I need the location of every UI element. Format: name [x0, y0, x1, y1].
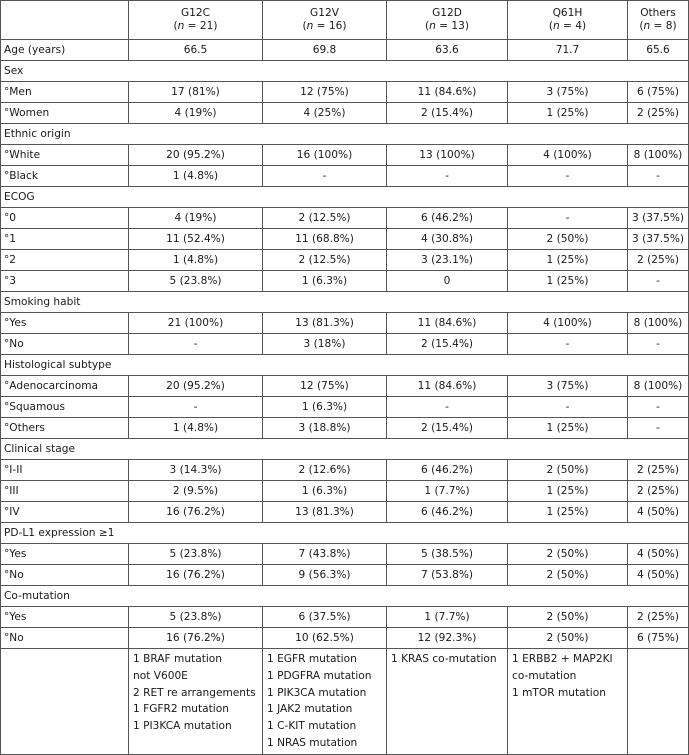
table-cell: 4 (30.8%)	[387, 229, 508, 250]
section-row	[1, 292, 689, 313]
table-cell: 12 (92.3%)	[387, 628, 508, 649]
table-cell: 1 (25%)	[508, 502, 628, 523]
table-cell: 16 (76.2%)	[129, 502, 263, 523]
table-cell: 11 (68.8%)	[263, 229, 387, 250]
table-cell: 3 (14.3%)	[129, 460, 263, 481]
header-row	[1, 1, 689, 40]
table-cell: 1 (4.8%)	[129, 250, 263, 271]
table-cell: -	[628, 166, 689, 187]
table-cell: 2 (50%)	[508, 607, 628, 628]
table-cell: 11 (52.4%)	[129, 229, 263, 250]
table-cell: 20 (95.2%)	[129, 145, 263, 166]
table-cell: 4 (19%)	[129, 208, 263, 229]
table-cell: -	[387, 397, 508, 418]
table-cell: 66.5	[129, 40, 263, 61]
co-mutation-detail-line: 1 KRAS co-mutation	[391, 653, 497, 665]
co-mutation-detail-line: 1 BRAF mutation	[133, 653, 222, 665]
table-cell: 71.7	[508, 40, 628, 61]
co-mutation-detail-line: not V600E	[133, 669, 188, 682]
table-cell: 1 (25%)	[508, 271, 628, 292]
table-row	[1, 166, 689, 187]
co-mutation-details-cell	[263, 649, 387, 755]
table-cell: 12 (75%)	[263, 82, 387, 103]
co-mutation-details-cell	[1, 649, 129, 755]
column-name: G12D	[432, 7, 462, 19]
table-cell: 1 (4.8%)	[129, 418, 263, 439]
table-row	[1, 313, 689, 334]
column-count: (n = 21)	[173, 20, 218, 32]
column-header-g12c	[129, 1, 263, 40]
column-count-value: 16	[328, 20, 343, 32]
table-cell: 2 (25%)	[628, 481, 689, 502]
row-label: °Women	[1, 103, 129, 124]
header-corner-cell	[1, 1, 129, 40]
section-label: Smoking habit	[1, 292, 689, 313]
table-cell: 5 (23.8%)	[129, 607, 263, 628]
table-cell: 7 (43.8%)	[263, 544, 387, 565]
co-mutation-detail-line: 1 PI3KCA mutation	[133, 720, 232, 733]
table-cell: 6 (46.2%)	[387, 502, 508, 523]
table-cell: 2 (25%)	[628, 607, 689, 628]
co-mutation-detail-line: 1 mTOR mutation	[512, 686, 606, 699]
table-row	[1, 229, 689, 250]
co-mutation-detail-line: 1 ERBB2 + MAP2KI	[512, 653, 613, 665]
table-row	[1, 40, 689, 61]
column-name: G12V	[310, 7, 339, 19]
table-row	[1, 250, 689, 271]
table-cell: 2 (50%)	[508, 460, 628, 481]
row-label: °Men	[1, 82, 129, 103]
table-cell: 21 (100%)	[129, 313, 263, 334]
table-cell: 63.6	[387, 40, 508, 61]
table-row	[1, 481, 689, 502]
row-label: °Yes	[1, 313, 129, 334]
co-mutation-details-cell	[387, 649, 508, 755]
table-cell: 69.8	[263, 40, 387, 61]
column-header-g12v	[263, 1, 387, 40]
row-label: °No	[1, 565, 129, 586]
row-label: °Adenocarcinoma	[1, 376, 129, 397]
table-cell: 20 (95.2%)	[129, 376, 263, 397]
table-cell: -	[129, 397, 263, 418]
table-cell: 12 (75%)	[263, 376, 387, 397]
table-cell: 4 (50%)	[628, 502, 689, 523]
table-cell: 4 (100%)	[508, 313, 628, 334]
table-cell: 3 (18.8%)	[263, 418, 387, 439]
table-cell: 1 (6.3%)	[263, 271, 387, 292]
table-cell: 3 (18%)	[263, 334, 387, 355]
table-cell: 6 (46.2%)	[387, 460, 508, 481]
table-cell: 8 (100%)	[628, 313, 689, 334]
row-label: °No	[1, 628, 129, 649]
table-cell: 4 (50%)	[628, 565, 689, 586]
table-cell: 1 (4.8%)	[129, 166, 263, 187]
section-label: Co-mutation	[1, 586, 689, 607]
row-label: °III	[1, 481, 129, 502]
row-label: °IV	[1, 502, 129, 523]
co-mutation-detail-line: 1 C-KIT mutation	[267, 720, 357, 733]
column-count: (n = 4)	[548, 20, 587, 32]
table-cell: 1 (6.3%)	[263, 397, 387, 418]
table-cell: 1 (25%)	[508, 250, 628, 271]
table-cell: 1 (6.3%)	[263, 481, 387, 502]
table-cell: -	[628, 418, 689, 439]
table-cell: 4 (50%)	[628, 544, 689, 565]
table-cell: 4 (100%)	[508, 145, 628, 166]
table-row	[1, 418, 689, 439]
table-row	[1, 460, 689, 481]
row-label: °1	[1, 229, 129, 250]
table-cell: 13 (100%)	[387, 145, 508, 166]
table-cell: 2 (12.6%)	[263, 460, 387, 481]
table-cell: 7 (53.8%)	[387, 565, 508, 586]
section-label: ECOG	[1, 187, 689, 208]
section-row	[1, 355, 689, 376]
table-cell: -	[387, 166, 508, 187]
co-mutation-detail-line: 1 NRAS mutation	[267, 736, 358, 749]
table-cell: 16 (100%)	[263, 145, 387, 166]
table-cell: -	[508, 166, 628, 187]
table-cell: -	[628, 271, 689, 292]
co-mutation-details-cell	[508, 649, 628, 755]
table-cell: 65.6	[628, 40, 689, 61]
table-cell: 2 (50%)	[508, 229, 628, 250]
table-cell: 17 (81%)	[129, 82, 263, 103]
co-mutation-details-cell	[628, 649, 689, 755]
table-header	[1, 1, 689, 40]
table-cell: 5 (23.8%)	[129, 544, 263, 565]
table-cell: 1 (7.7%)	[387, 607, 508, 628]
table-cell: 3 (37.5%)	[628, 229, 689, 250]
table-cell: 8 (100%)	[628, 376, 689, 397]
co-mutation-detail-line: 2 RET re arrangements	[133, 686, 256, 699]
table-cell: -	[628, 334, 689, 355]
table-row	[1, 103, 689, 124]
table-cell: 1 (25%)	[508, 103, 628, 124]
table-cell: 2 (50%)	[508, 565, 628, 586]
table-cell: 5 (38.5%)	[387, 544, 508, 565]
section-label: PD-L1 expression ≥1	[1, 523, 689, 544]
column-header-g12d	[387, 1, 508, 40]
table-cell: 6 (37.5%)	[263, 607, 387, 628]
section-row	[1, 61, 689, 82]
column-header-others	[628, 1, 689, 40]
table-cell: 9 (56.3%)	[263, 565, 387, 586]
table-cell: -	[508, 208, 628, 229]
table-cell: -	[129, 334, 263, 355]
row-label: °Yes	[1, 544, 129, 565]
row-label: Age (years)	[1, 40, 129, 61]
section-row	[1, 439, 689, 460]
table-cell: 4 (25%)	[263, 103, 387, 124]
table-cell: -	[263, 166, 387, 187]
table-row	[1, 397, 689, 418]
co-mutation-detail-line: 1 EGFR mutation	[267, 653, 357, 665]
table-cell: 3 (75%)	[508, 376, 628, 397]
co-mutation-details-cell	[129, 649, 263, 755]
column-name: Others	[640, 7, 676, 19]
section-row	[1, 187, 689, 208]
section-label: Histological subtype	[1, 355, 689, 376]
row-label: °Others	[1, 418, 129, 439]
table-cell: 1 (25%)	[508, 418, 628, 439]
table-cell: 2 (25%)	[628, 103, 689, 124]
section-label: Ethnic origin	[1, 124, 689, 145]
table-cell: 2 (9.5%)	[129, 481, 263, 502]
table-cell: 11 (84.6%)	[387, 376, 508, 397]
table-cell: 3 (23.1%)	[387, 250, 508, 271]
table-cell: 6 (75%)	[628, 628, 689, 649]
table-cell: 2 (50%)	[508, 628, 628, 649]
column-count: (n = 8)	[639, 20, 677, 32]
column-count-value: 4	[575, 20, 583, 32]
table-cell: 11 (84.6%)	[387, 82, 508, 103]
row-label: °Squamous	[1, 397, 129, 418]
row-label: °I-II	[1, 460, 129, 481]
table-cell: 8 (100%)	[628, 145, 689, 166]
table-body	[1, 40, 689, 755]
section-label: Sex	[1, 61, 689, 82]
table-cell: 2 (12.5%)	[263, 208, 387, 229]
table-row	[1, 544, 689, 565]
column-name: G12C	[180, 7, 211, 19]
table-cell: -	[508, 334, 628, 355]
table-row	[1, 271, 689, 292]
column-count-value: 13	[451, 20, 465, 32]
table-cell: 2 (50%)	[508, 544, 628, 565]
row-label: °2	[1, 250, 129, 271]
table-cell: 5 (23.8%)	[129, 271, 263, 292]
row-label: °Yes	[1, 607, 129, 628]
column-count-value: 8	[665, 20, 673, 32]
row-label: °0	[1, 208, 129, 229]
table-cell: 16 (76.2%)	[129, 628, 263, 649]
table-cell: 16 (76.2%)	[129, 565, 263, 586]
table-cell: 6 (75%)	[628, 82, 689, 103]
row-label: °Black	[1, 166, 129, 187]
column-count: (n = 13)	[424, 20, 470, 32]
table-cell: 2 (25%)	[628, 250, 689, 271]
table-cell: -	[628, 397, 689, 418]
table-cell: 6 (46.2%)	[387, 208, 508, 229]
table-row	[1, 82, 689, 103]
table-row	[1, 334, 689, 355]
column-count-value: 21	[199, 20, 214, 32]
table-cell: 2 (12.5%)	[263, 250, 387, 271]
table-cell: 2 (15.4%)	[387, 418, 508, 439]
section-row	[1, 523, 689, 544]
table-cell: 1 (25%)	[508, 481, 628, 502]
row-label: °White	[1, 145, 129, 166]
table-row	[1, 208, 689, 229]
co-mutation-details-row	[1, 649, 689, 755]
column-header-q61h	[508, 1, 628, 40]
table-cell: 4 (19%)	[129, 103, 263, 124]
table-row	[1, 145, 689, 166]
section-label: Clinical stage	[1, 439, 689, 460]
table-row	[1, 607, 689, 628]
table-row	[1, 565, 689, 586]
table-row	[1, 502, 689, 523]
table-cell: 3 (37.5%)	[628, 208, 689, 229]
table-row	[1, 628, 689, 649]
co-mutation-detail-line: 1 JAK2 mutation	[267, 703, 353, 716]
table-cell: 10 (62.5%)	[263, 628, 387, 649]
table-cell: 2 (25%)	[628, 460, 689, 481]
table-cell: 2 (15.4%)	[387, 334, 508, 355]
table-cell: 13 (81.3%)	[263, 502, 387, 523]
table-cell: 13 (81.3%)	[263, 313, 387, 334]
table-cell: 2 (15.4%)	[387, 103, 508, 124]
co-mutation-detail-line: 1 PIK3CA mutation	[267, 686, 367, 699]
table-cell: -	[508, 397, 628, 418]
table-cell: 11 (84.6%)	[387, 313, 508, 334]
section-row	[1, 124, 689, 145]
co-mutation-detail-line: 1 FGFR2 mutation	[133, 703, 229, 716]
co-mutation-detail-line: co-mutation	[512, 669, 577, 682]
section-row	[1, 586, 689, 607]
column-name: Q61H	[552, 7, 583, 19]
row-label: °3	[1, 271, 129, 292]
column-count: (n = 16)	[302, 20, 347, 32]
table-cell: 0	[387, 271, 508, 292]
row-label: °No	[1, 334, 129, 355]
table-row	[1, 376, 689, 397]
co-mutation-detail-line: 1 PDGFRA mutation	[267, 669, 372, 682]
table-cell: 3 (75%)	[508, 82, 628, 103]
table-cell: 1 (7.7%)	[387, 481, 508, 502]
